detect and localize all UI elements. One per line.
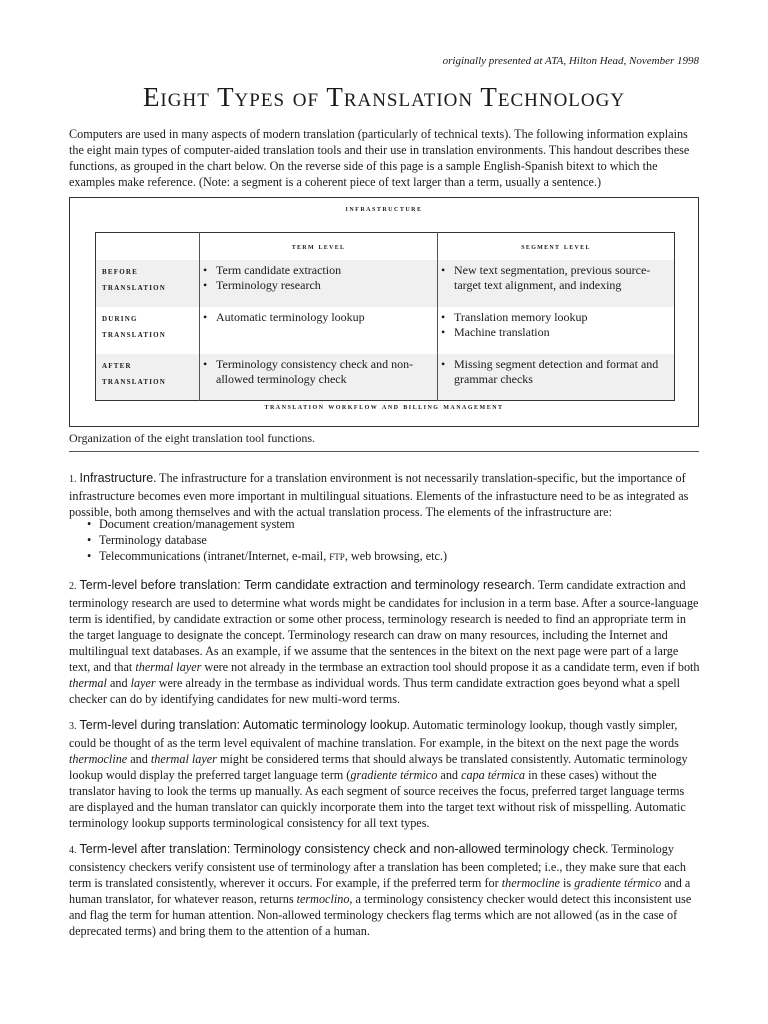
- chart-caption: Organization of the eight translation tool functions.: [69, 431, 316, 445]
- term-cell-before: [200, 260, 438, 307]
- term-cell-during: [200, 307, 438, 354]
- table-row-before: [96, 260, 675, 307]
- infrastructure-label: infrastructure: [345, 203, 423, 213]
- page-title: Eight Types of Translation Technology: [142, 82, 626, 112]
- infrastructure-list: [69, 516, 701, 564]
- section-term-after: 4. Term-level after translation: Terminology consistency check and non-allowed terminology check. Terminology consistency checkers verify consistent use of terminology after a translation has been completed; i.e., they make sure that each term is translated consistently, wherever it occurs. For example, if the preferred term for thermocline is gradiente térmico and a human translator, for whatever reason, returns termoclino, a terminology consistency checker would detect this inconsistent use and flag the term for human attention. Non-allowed terminology checkers flag terms which are not allowed (as in the case of deprecated terms) and bring them to the attention of a human.: [69, 842, 692, 938]
- list-item: • Term candidate extraction: [216, 263, 433, 279]
- table-header-row: [96, 233, 675, 260]
- list-item: • Terminology database: [99, 532, 701, 548]
- section-heading: Term-level during translation: Automatic terminology lookup: [79, 718, 407, 732]
- section-heading: Term-level before translation: Term candidate extraction and terminology research.: [79, 578, 536, 592]
- tool-function-table: [95, 232, 675, 401]
- section-heading: Infrastructure: [79, 471, 154, 485]
- section-heading: Term-level after translation: Terminology consistency check and non-allowed terminology check: [79, 842, 606, 856]
- row-label-during: during translation: [102, 313, 167, 340]
- workflow-label: translation workflow and billing management: [264, 401, 504, 411]
- list-item: • Translation memory lookup: [454, 310, 670, 326]
- term-cell-after: [200, 354, 438, 401]
- segment-cell-after: [438, 354, 675, 401]
- segment-level-header: segment level: [438, 233, 675, 260]
- list-item: • Document creation/management system: [99, 516, 701, 532]
- section-infrastructure: 1. Infrastructure. The infrastructure for a translation environment is not necessarily translation-specific, but the importance of infrastructure becomes even more important in multilingual situations. Elements of the infrastucture need to be as integrated as possible, both among themselves and with the actual translation process. The elements of the infrastructure are:: [69, 471, 689, 519]
- intro-paragraph: Computers are used in many aspects of modern translation (particularly of technical texts). The following information explains the eight main types of computer-aided translation tools and their use in translation environments. This handout describes these functions, as grouped in the chart below. On the reverse side of this page is a sample English-Spanish bitext to which the examples make reference. (Note: a segment is a coherent piece of text larger than a term, usually a sentence.): [69, 127, 690, 189]
- section-term-before: 2. Term-level before translation: Term candidate extraction and terminology research. Term candidate extraction and terminology research are used to determine what words might be candidates for inclusion in a term base. After a source-language term is identified, by candidate extraction or some other process, terminology research is needed to find an appropriate term in the target language to designate the concept. Terminology research can draw on many resources, including the Internet and multilingual text databases. As an example, if we assume that the sentences in the bitext on the next page were part of a large text, and that thermal layer were not already in the termbase an extraction tool should propose it as a candidate term, even if both thermal and layer were already in the termbase as individual words. Thus term candidate extraction goes beyond what a spell checker can do by identifying candidates for new multi-word terms.: [69, 578, 700, 706]
- list-item: • Automatic terminology lookup: [216, 310, 433, 326]
- list-item: • New text segmentation, previous source-target text alignment, and indexing: [454, 263, 670, 294]
- header-note: originally presented at ATA, Hilton Head, November 1998: [442, 55, 699, 67]
- table-row-during: [96, 307, 675, 354]
- row-label-before: before translation: [96, 260, 200, 307]
- row-label-after: after translation: [96, 354, 200, 401]
- segment-cell-before: [438, 260, 675, 307]
- list-item: • Telecommunications (intranet/Internet, e-mail, ftp, web browsing, etc.): [99, 548, 701, 564]
- term-level-header: term level: [200, 233, 438, 260]
- section-term-during: 3. Term-level during translation: Automatic terminology lookup. Automatic terminology lookup, though vastly simpler, could be thought of as the term level equivalent of machine translation. For example, in the bitext on the next page the words thermocline and thermal layer might be considered terms that should always be translated consistently. Automatic terminology lookup would display the preferred target language term (gradiente térmico and capa térmica in these cases) without the translator having to look the terms up manually. As each segment of source receives the focus, preferred target language terms are displayed and the human translator can quickly incorporate them into the target text without risk of misspelling. Automatic terminology lookup supports terminological consistency for all text types.: [69, 718, 688, 830]
- list-item: • Terminology consistency check and non-allowed terminology check: [216, 357, 433, 388]
- chart-frame: [69, 197, 699, 427]
- table-row-after: [96, 354, 675, 401]
- list-item: • Terminology research: [216, 278, 433, 294]
- segment-cell-during: [438, 307, 675, 354]
- list-item: • Missing segment detection and format and grammar checks: [454, 357, 670, 388]
- table-corner: [96, 233, 200, 260]
- divider: [69, 451, 699, 452]
- list-item: • Machine translation: [454, 325, 670, 341]
